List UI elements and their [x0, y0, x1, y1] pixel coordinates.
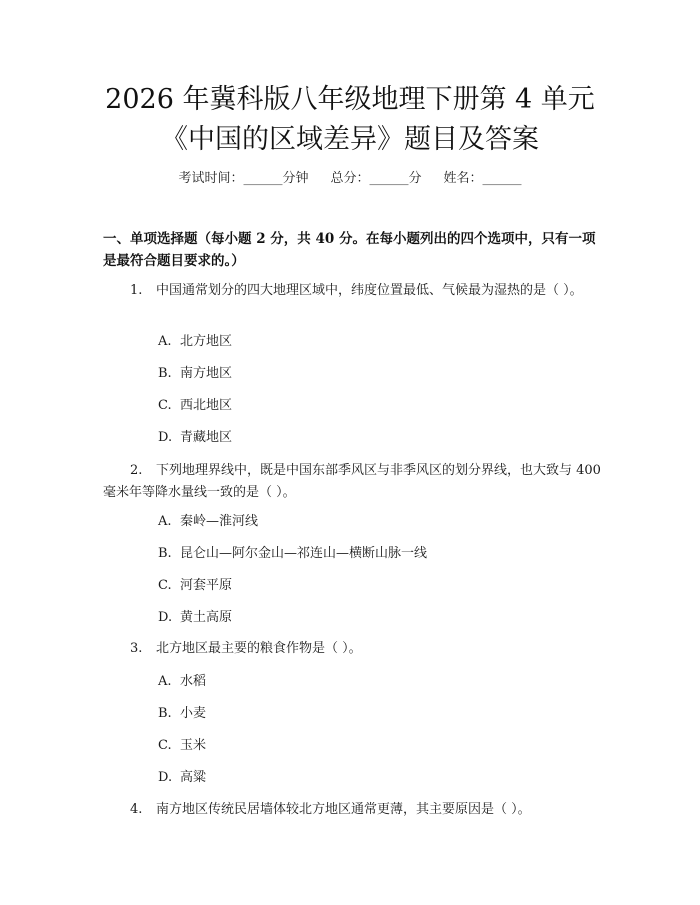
option-1b [158, 365, 232, 383]
option-text: 玉米 [180, 738, 207, 753]
question-number: 3. [130, 641, 143, 656]
option-text: 昆仑山—阿尔金山—祁连山—横断山脉一线 [180, 546, 428, 561]
option-text: 北方地区 [180, 334, 233, 349]
option-letter: B. [158, 546, 172, 561]
option-letter: C. [158, 398, 172, 413]
option-text: 水稻 [180, 674, 207, 689]
option-letter: D. [158, 430, 173, 445]
option-text: 秦岭—淮河线 [180, 514, 259, 529]
option-letter: A. [158, 514, 172, 529]
option-text: 黄土高原 [180, 610, 233, 625]
option-text: 河套平原 [180, 578, 233, 593]
exam-time-label: 考试时间：______分钟 [178, 171, 309, 186]
total-score-label: 总分：______分 [330, 171, 422, 186]
question-number: 1. [130, 283, 143, 298]
option-text: 小麦 [180, 706, 207, 721]
option-text: 西北地区 [180, 398, 233, 413]
option-letter: A. [158, 674, 172, 689]
option-letter: D. [158, 770, 173, 785]
question-2 [103, 460, 603, 504]
student-name-label: 姓名：______ [443, 171, 522, 186]
option-3c [158, 737, 206, 755]
question-1 [103, 280, 603, 302]
option-1d [158, 429, 232, 447]
option-letter: B. [158, 706, 172, 721]
question-3 [103, 638, 603, 660]
section-heading: 一、单项选择题（每小题 2 分，共 40 分。在每小题列出的四个选项中，只有一项是最符合题目要求的。） [103, 231, 596, 269]
question-stem: 下列地理界线中，既是中国东部季风区与非季风区的划分界线，也大致与 400 毫米年等降水量线一致的是（ ）。 [103, 463, 601, 500]
question-number: 2. [130, 463, 143, 478]
option-3d [158, 769, 206, 787]
option-1c [158, 397, 232, 415]
option-1a [158, 333, 232, 351]
option-letter: C. [158, 578, 172, 593]
exam-meta [0, 170, 700, 188]
option-3a [158, 673, 206, 691]
question-stem: 南方地区传统民居墙体较北方地区通常更薄，其主要原因是（ ）。 [156, 802, 531, 817]
option-letter: D. [158, 610, 173, 625]
question-stem: 中国通常划分的四大地理区域中，纬度位置最低、气候最为湿热的是（ ）。 [156, 283, 583, 298]
option-text: 青藏地区 [180, 430, 233, 445]
question-4 [103, 799, 603, 821]
option-letter: A. [158, 334, 172, 349]
option-3b [158, 705, 206, 723]
document-title: 2026 年冀科版八年级地理下册第 4 单元《中国的区域差异》题目及答案 [105, 84, 595, 155]
option-text: 南方地区 [180, 366, 233, 381]
question-stem: 北方地区最主要的粮食作物是（ ）。 [156, 641, 362, 656]
option-2c [158, 577, 232, 595]
option-2b [158, 545, 427, 563]
option-letter: C. [158, 738, 172, 753]
option-2a [158, 513, 258, 531]
option-text: 高粱 [180, 770, 207, 785]
option-2d [158, 609, 232, 627]
question-number: 4. [130, 802, 143, 817]
option-letter: B. [158, 366, 172, 381]
